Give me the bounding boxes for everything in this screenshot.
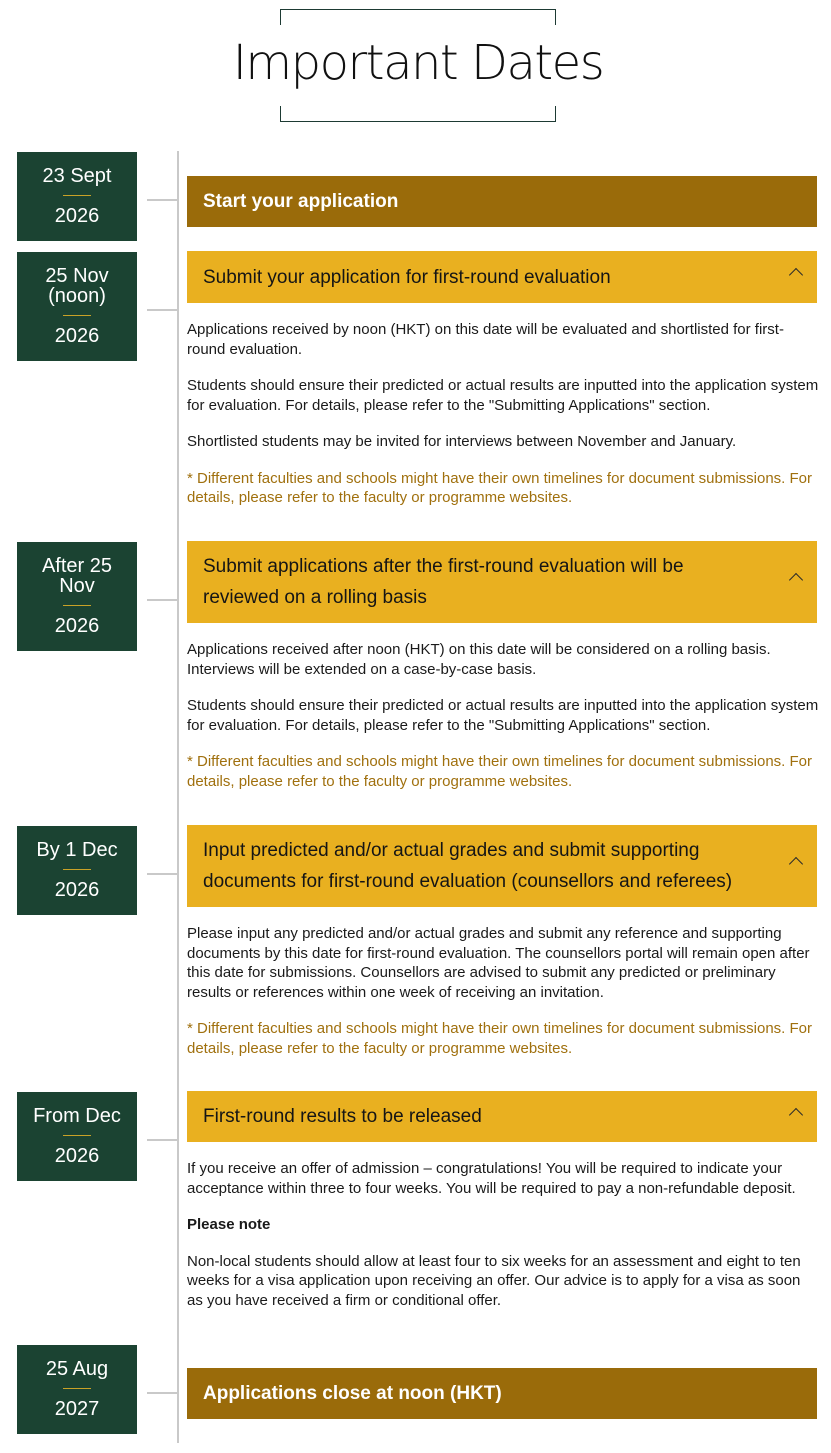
date-badge: [17, 1345, 137, 1434]
event-title: First-round results to be released: [203, 1106, 482, 1127]
date-divider: [63, 869, 91, 870]
event-title: Input predicted and/or actual grades and submit supporting documents for first-round evaluation (counsellors and referees): [203, 840, 733, 892]
content-paragraph: Shortlisted students may be invited for interviews between November and January.: [187, 433, 737, 450]
page-title: Important Dates: [232, 35, 604, 91]
accordion-content: [187, 640, 819, 808]
accordion-content: [187, 320, 819, 525]
date-badge: [17, 542, 137, 651]
content-paragraph: If you receive an offer of admission – congratulations! You will be required to indicate your acceptance within three to four weeks. You will be required to pay a non-refundable deposit.: [187, 1160, 796, 1197]
content-paragraph: Please input any predicted and/or actual grades and submit any reference and supporting documents by this date for first-round evaluation. The counsellors portal will remain open after this date for submissions. Counsellors are advised to submit any predicted or preliminary results or references within one week of receiving an invitation.: [187, 925, 810, 1001]
accordion-header-rolling-basis[interactable]: [187, 541, 817, 623]
timeline-line: [177, 151, 179, 1443]
faculty-note: * Different faculties and schools might have their own timelines for document submissions. For details, please refer to the faculty or programme websites.: [187, 469, 813, 506]
date-divider: [63, 315, 91, 316]
faculty-note: * Different faculties and schools might have their own timelines for document submissions. For details, please refer to the faculty or programme websites.: [187, 1020, 813, 1057]
timeline-connector: [147, 1392, 177, 1394]
accordion-content: [187, 1159, 819, 1327]
please-note-heading: Please note: [187, 1216, 271, 1233]
content-paragraph: Non-local students should allow at least four to six weeks for an assessment and eight to ten weeks for a visa application upon receiving an offer. Our advice is to apply for a visa as soon as you have received a firm or conditional offer.: [187, 1252, 801, 1309]
timeline-connector: [147, 599, 177, 601]
content-paragraph: Applications received after noon (HKT) on this date will be considered on a rolling basis. Interviews will be extended on a case-by-case basis.: [187, 641, 771, 678]
timeline-connector: [147, 309, 177, 311]
date-divider: [63, 1135, 91, 1136]
title-bracket-top: [280, 9, 556, 25]
event-title: Submit applications after the first-round evaluation will be reviewed on a rolling basis: [203, 556, 684, 608]
chevron-up-icon[interactable]: [789, 573, 803, 587]
date-label: 23 Sept: [42, 165, 112, 187]
title-bracket-bottom: [280, 106, 556, 122]
content-paragraph: Students should ensure their predicted or actual results are inputted into the application system for evaluation. For details, please refer to the "Submitting Applications" section.: [187, 377, 819, 414]
content-paragraph: Applications received by noon (HKT) on this date will be evaluated and shortlisted for first-round evaluation.: [187, 321, 784, 358]
chevron-up-icon[interactable]: [789, 857, 803, 871]
date-label: 25 Aug: [45, 1358, 109, 1380]
accordion-header-first-round-results[interactable]: [187, 1091, 817, 1142]
date-label: By 1 Dec: [36, 839, 118, 861]
event-bar-start-application[interactable]: [187, 176, 817, 227]
date-year: 2026: [54, 205, 100, 227]
faculty-note: * Different faculties and schools might have their own timelines for document submissions. For details, please refer to the faculty or programme websites.: [187, 753, 813, 790]
chevron-up-icon[interactable]: [789, 1107, 803, 1121]
date-year: 2027: [54, 1398, 100, 1420]
event-title: Start your application: [203, 191, 399, 212]
date-year: 2026: [54, 325, 100, 347]
event-title: Submit your application for first-round evaluation: [203, 266, 611, 288]
date-divider: [63, 195, 91, 196]
timeline-connector: [147, 1139, 177, 1141]
date-year: 2026: [54, 879, 100, 901]
accordion-content: [187, 924, 819, 1075]
date-badge: [17, 152, 137, 241]
date-label: From Dec: [33, 1105, 121, 1127]
title-frame: [232, 9, 604, 122]
date-divider: [63, 1388, 91, 1389]
timeline-connector: [147, 199, 177, 201]
date-badge: [17, 1092, 137, 1181]
date-label: After 25 Nov: [41, 555, 113, 597]
content-paragraph: Students should ensure their predicted or actual results are inputted into the application system for evaluation. For details, please refer to the "Submitting Applications" section.: [187, 697, 819, 734]
date-label: 25 Nov (noon): [45, 265, 109, 307]
accordion-header-supporting-documents[interactable]: [187, 825, 817, 907]
event-bar-applications-close[interactable]: [187, 1368, 817, 1419]
date-badge: [17, 826, 137, 915]
date-year: 2026: [54, 1145, 100, 1167]
timeline-connector: [147, 873, 177, 875]
event-title: Applications close at noon (HKT): [203, 1383, 502, 1404]
accordion-header-first-round[interactable]: [187, 251, 817, 303]
chevron-up-icon[interactable]: [789, 268, 803, 282]
date-badge: [17, 252, 137, 361]
date-divider: [63, 605, 91, 606]
date-year: 2026: [54, 615, 100, 637]
